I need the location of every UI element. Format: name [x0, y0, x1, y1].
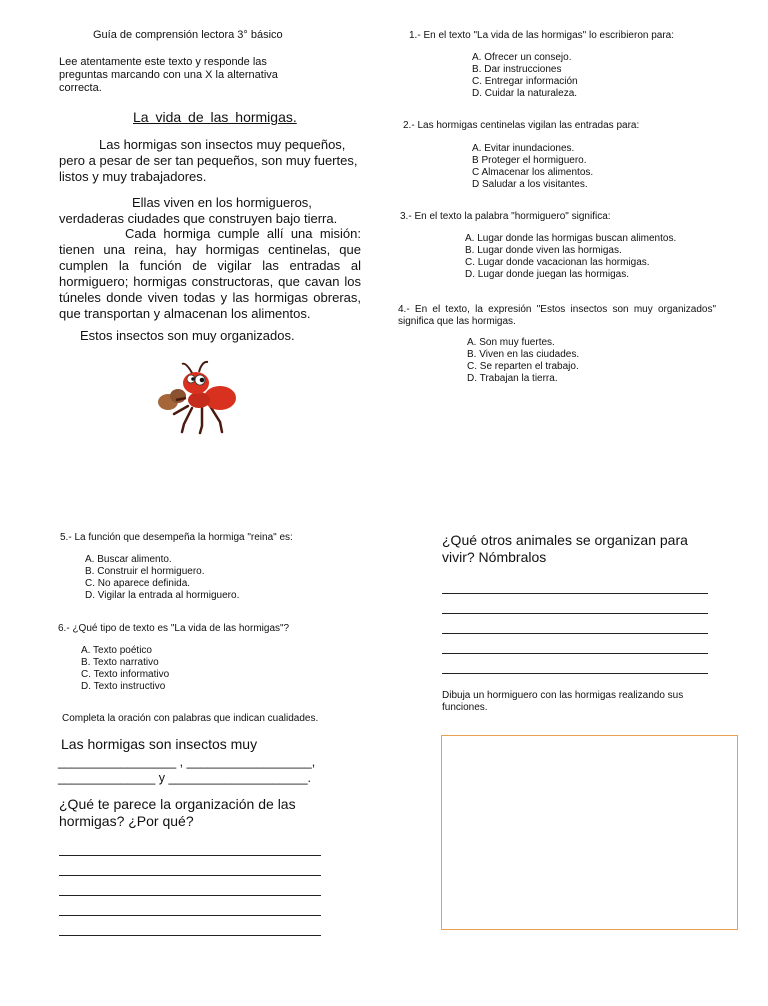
complete-instruction: Completa la oración con palabras que indican cualidades.	[62, 713, 319, 724]
q6-option-b[interactable]: B. Texto narrativo	[81, 657, 159, 668]
question-3-options	[465, 233, 676, 281]
paragraph-2: Ellas viven en los hormigueros, verdaderas ciudades que construyen bajo tierra.	[59, 195, 338, 226]
q3-option-b[interactable]: B. Lugar donde viven las hormigas.	[465, 245, 622, 256]
paragraph-3: Cada hormiga cumple allí una misión: tienen una reina, hay hormigas centinelas, que cumplen la función de vigilar las entradas al hormiguero; hormigas constructoras, que cavan los túneles donde viven todas y las hormigas obreras, que transportan y almacenan los alimentos.	[59, 226, 361, 321]
answer-line[interactable]	[59, 896, 321, 916]
q3-option-c[interactable]: C. Lugar donde vacacionan las hormigas.	[465, 257, 650, 268]
question-1-options	[472, 52, 578, 100]
paragraph-1: Las hormigas son insectos muy pequeños, pero a pesar de ser tan pequeños, son muy fuertes, listos y muy trabajadores.	[59, 137, 358, 184]
answer-line[interactable]	[59, 856, 321, 876]
q6-option-a[interactable]: A. Texto poético	[81, 645, 152, 656]
drawing-box[interactable]	[441, 735, 738, 930]
opinion-answer-lines[interactable]	[59, 836, 321, 936]
instructions: Lee atentamente este texto y responde las preguntas marcando con una X la alternativa correcta.	[59, 56, 278, 94]
question-6: 6.- ¿Qué tipo de texto es "La vida de las hormigas"?	[58, 623, 290, 634]
complete-blank-line-3[interactable]: ______________ y ____________________.	[58, 771, 312, 785]
question-2-options	[472, 143, 593, 191]
question-3: 3.- En el texto la palabra "hormiguero" significa:	[400, 211, 611, 222]
q1-option-d[interactable]: D. Cuidar la naturaleza.	[472, 88, 578, 99]
q3-option-a[interactable]: A. Lugar donde las hormigas buscan alimentos.	[465, 233, 677, 244]
q4-option-a[interactable]: A. Son muy fuertes.	[467, 337, 555, 348]
q2-option-b[interactable]: B Proteger el hormiguero.	[472, 155, 587, 166]
q5-option-d[interactable]: D. Vigilar la entrada al hormiguero.	[85, 590, 240, 601]
ant-illustration-icon	[152, 358, 242, 436]
question-4: 4.- En el texto, la expresión "Estos insectos son muy organizados" significa que las hormigas.	[398, 304, 716, 327]
question-2: 2.- Las hormigas centinelas vigilan las entradas para:	[403, 120, 640, 131]
answer-line[interactable]	[59, 876, 321, 896]
q6-option-c[interactable]: C. Texto informativo	[81, 669, 170, 680]
question-1: 1.- En el texto "La vida de las hormigas" lo escribieron para:	[409, 30, 675, 41]
q3-option-d[interactable]: D. Lugar donde juegan las hormigas.	[465, 269, 629, 280]
q2-option-c[interactable]: C Almacenar los alimentos.	[472, 167, 594, 178]
paragraph-4: Estos insectos son muy organizados.	[80, 328, 295, 343]
q5-option-a[interactable]: A. Buscar alimento.	[85, 554, 172, 565]
answer-line[interactable]	[442, 594, 708, 614]
q1-option-c[interactable]: C. Entregar información	[472, 76, 578, 87]
q5-option-b[interactable]: B. Construir el hormiguero.	[85, 566, 205, 577]
q2-option-a[interactable]: A. Evitar inundaciones.	[472, 143, 575, 154]
draw-instruction: Dibuja un hormiguero con las hormigas realizando sus funciones.	[442, 690, 684, 713]
answer-line[interactable]	[59, 836, 321, 856]
q4-option-d[interactable]: D. Trabajan la tierra.	[467, 373, 558, 384]
q2-option-d[interactable]: D Saludar a los visitantes.	[472, 179, 588, 190]
complete-blank-line-2[interactable]: _________________ , __________________,	[58, 755, 316, 769]
question-5: 5.- La función que desempeña la hormiga "reina" es:	[60, 532, 293, 543]
q4-option-c[interactable]: C. Se reparten el trabajo.	[467, 361, 579, 372]
answer-line[interactable]	[442, 634, 708, 654]
answer-line[interactable]	[442, 614, 708, 634]
q4-option-b[interactable]: B. Viven en las ciudades.	[467, 349, 580, 360]
question-6-options	[81, 645, 169, 693]
animals-answer-lines[interactable]	[442, 574, 708, 674]
complete-line-1: Las hormigas son insectos muy	[61, 736, 258, 752]
q1-option-b[interactable]: B. Dar instrucciones	[472, 64, 562, 75]
animals-question: ¿Qué otros animales se organizan para vivir? Nómbralos	[442, 532, 688, 565]
answer-line[interactable]	[442, 654, 708, 674]
question-4-options	[467, 337, 579, 385]
answer-line[interactable]	[59, 916, 321, 936]
q6-option-d[interactable]: D. Texto instructivo	[81, 681, 166, 692]
q5-option-c[interactable]: C. No aparece definida.	[85, 578, 191, 589]
q1-option-a[interactable]: A. Ofrecer un consejo.	[472, 52, 572, 63]
question-5-options	[85, 554, 239, 602]
opinion-question: ¿Qué te parece la organización de las hormigas? ¿Por qué?	[59, 796, 296, 829]
answer-line[interactable]	[442, 574, 708, 594]
guide-title: Guía de comprensión lectora 3° básico	[93, 29, 283, 41]
story-title: La vida de las hormigas.	[133, 109, 297, 125]
